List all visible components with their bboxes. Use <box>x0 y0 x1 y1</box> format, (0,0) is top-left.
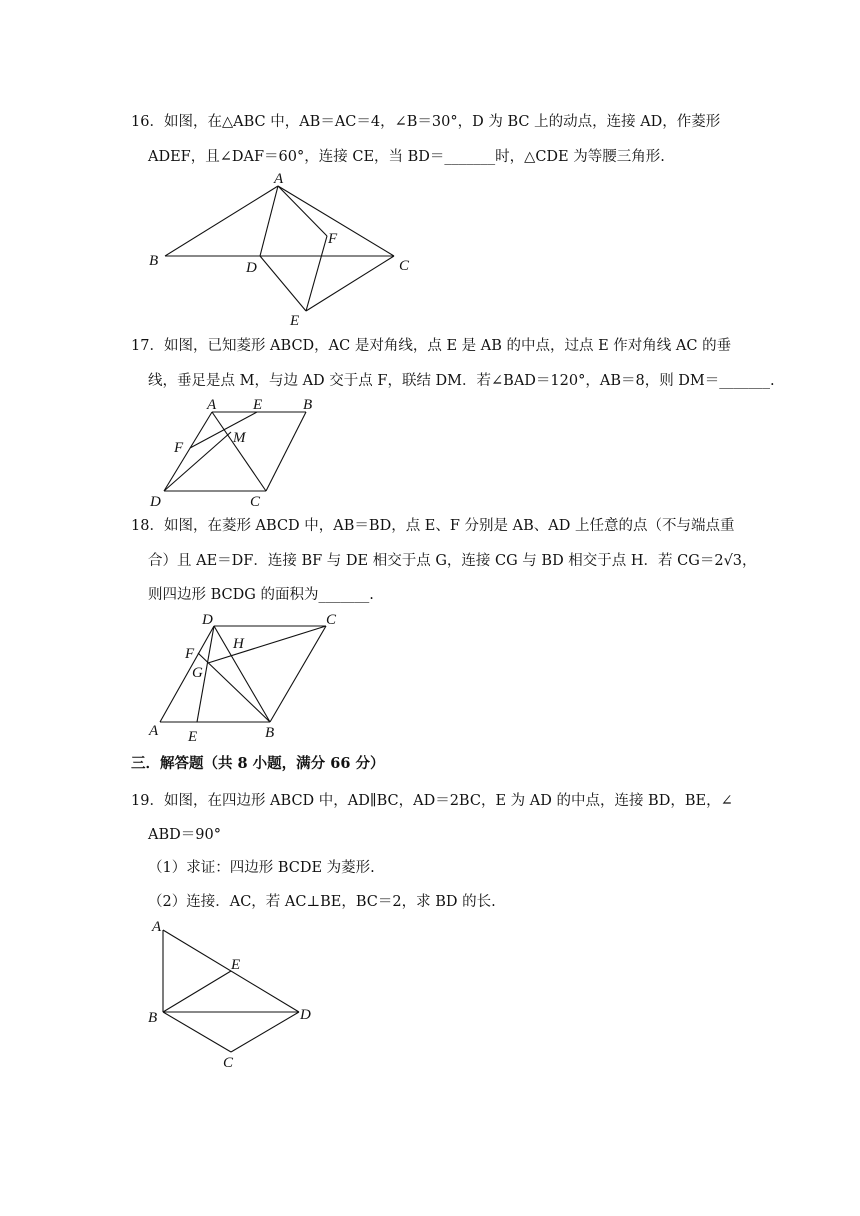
fig18-label-h: H <box>233 636 244 652</box>
fig19-edge-cd <box>231 1012 299 1052</box>
fig16-edge-ad <box>260 186 278 256</box>
fig17-label-b: B <box>303 397 313 413</box>
fig17-label-d: D <box>150 494 161 510</box>
fig19-edge-bc <box>163 1012 231 1052</box>
problem-16-line-2: ADEF，且∠DAF＝60°，连接 CE，当 BD＝_______时，△CDE 为等腰三角形. <box>148 149 665 165</box>
problem-19-part-1: （1）求证：四边形 BCDE 为菱形. <box>148 860 375 876</box>
fig18-edge-gc <box>208 626 326 663</box>
fig19-label-d: D <box>300 1007 311 1023</box>
fig19-edge-be <box>163 971 231 1012</box>
fig17-label-f: F <box>174 440 184 456</box>
fig19-label-b: B <box>148 1010 158 1026</box>
problem-18-line-1: 18．如图，在菱形 ABCD 中，AB＝BD，点 E、F 分别是 AB、AD 上任意的点（不与端点重 <box>131 518 735 534</box>
fig18-label-b: B <box>265 725 275 741</box>
fig17-label-c: C <box>250 494 261 510</box>
fig18-label-c: C <box>326 612 337 628</box>
fig17-label-a: A <box>207 397 217 413</box>
fig17-edge-ef <box>190 412 257 448</box>
problem-19-line-2: ABD＝90° <box>148 827 221 843</box>
fig16-label-c: C <box>399 258 410 274</box>
problem-17-line-2: 线，垂足是点 M，与边 AD 交于点 F，联结 DM．若∠BAD＝120°，AB＝8，则 DM＝_______. <box>148 373 775 389</box>
fig16-label-e: E <box>290 313 300 329</box>
fig17-label-m: M <box>233 430 246 446</box>
fig16-label-a: A <box>274 171 284 187</box>
section-3-heading: 三．解答题（共 8 小题，满分 66 分） <box>131 755 385 772</box>
fig17-edge-da <box>164 412 212 491</box>
fig18-label-e: E <box>188 729 198 745</box>
fig16-label-d: D <box>246 260 257 276</box>
fig16-edge-ab <box>165 186 278 256</box>
fig17-edge-ac <box>212 412 266 491</box>
problem-19-line-1: 19．如图，在四边形 ABCD 中，AD∥BC，AD＝2BC，E 为 AD 的中点，连接 BD，BE，∠ <box>131 793 733 809</box>
fig19-label-c: C <box>223 1055 234 1071</box>
fig18-edge-fb <box>198 653 270 722</box>
figure-18 <box>140 608 370 746</box>
figure-16 <box>140 170 430 332</box>
fig17-edge-bc <box>266 412 306 491</box>
fig18-label-a: A <box>149 723 159 739</box>
fig17-label-e: E <box>253 397 263 413</box>
fig18-label-g: G <box>192 665 203 681</box>
problem-18-line-2: 合）且 AE＝DF．连接 BF 与 DE 相交于点 G，连接 CG 与 BD 相交于点 H．若 CG＝2√3， <box>148 553 757 569</box>
fig19-label-e: E <box>231 957 241 973</box>
fig16-edge-de <box>260 256 306 311</box>
problem-16-line-1: 16．如图，在△ABC 中，AB＝AC＝4，∠B＝30°，D 为 BC 上的动点，连接 AD，作菱形 <box>131 114 721 130</box>
fig18-label-d: D <box>202 612 213 628</box>
fig16-label-f: F <box>328 231 338 247</box>
problem-19-part-2: （2）连接．AC，若 AC⊥BE，BC＝2，求 BD 的长. <box>148 894 496 910</box>
fig19-label-a: A <box>152 919 162 935</box>
fig16-label-b: B <box>149 253 159 269</box>
figure-19 <box>140 912 330 1072</box>
figure-17 <box>140 394 340 512</box>
problem-17-line-1: 17．如图，已知菱形 ABCD，AC 是对角线，点 E 是 AB 的中点，过点 E 作对角线 AC 的垂 <box>131 338 732 354</box>
problem-18-line-3: 则四边形 BCDG 的面积为_______. <box>148 587 374 603</box>
fig18-label-f: F <box>185 646 195 662</box>
